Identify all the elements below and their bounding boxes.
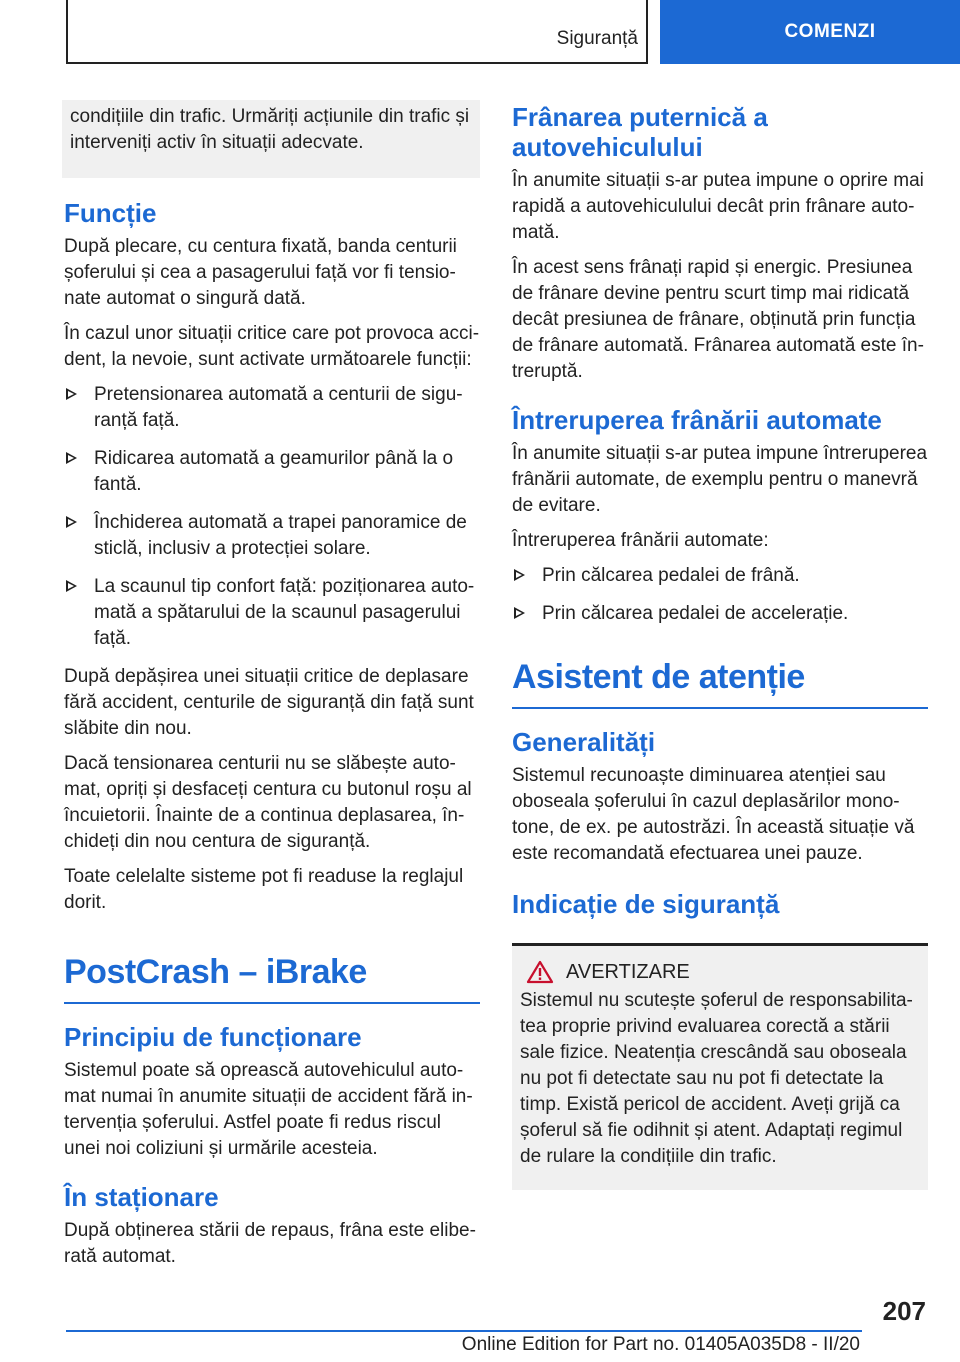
functie-paragraph-3: După depășirea unei situații critice de deplasare fără accident, centurile de siguranță din față sunt slăbite din nou. [64, 666, 474, 739]
warning-triangle-icon [526, 960, 554, 984]
functie-paragraph-1: După plecare, cu centura fixată, banda centurii șoferului și cea a pasagerului față vor fi tensionate automat o singură dată. [64, 236, 457, 309]
left-column [64, 100, 480, 1279]
heading-indicatie: Indicație de siguranță [512, 889, 780, 919]
functie-paragraph-5: Toate celelalte sisteme pot fi readuse la reglajul dorit. [64, 866, 464, 913]
right-column [512, 100, 928, 1190]
intrerupere-list [512, 563, 928, 627]
list-item-text: Ridicarea automată a geamurilor până la o fantă. [94, 448, 454, 495]
header-rule-right [646, 0, 648, 64]
list-item-text: Prin călcarea pedalei de frână. [542, 565, 800, 586]
warning-header [520, 960, 920, 984]
list-item [64, 510, 480, 562]
triangle-bullet-icon [66, 388, 77, 400]
list-item [64, 382, 480, 434]
heading-franare: Frânarea puternică a autovehiculului [512, 102, 768, 162]
footer-edition: Online Edition for Part no. 01405A035D8 - II/20 [461, 1334, 860, 1355]
page-number: 207 [882, 1296, 926, 1326]
heading-postcrash: PostCrash – iBrake [64, 952, 480, 1004]
triangle-bullet-icon [66, 452, 77, 464]
heading-generalitati: Generalități [512, 727, 656, 757]
warning-box [512, 943, 928, 1190]
intro-box [62, 100, 480, 178]
warning-text: Sistemul nu scutește șoferul de responsabilitatea proprie privind evaluarea corectă a stării sale fizice. Neatenția crescândă sau oboseala nu pot fi detectate sau nu pot fi detectate la timp. Există pericol de accident. Aveți grijă ca șoferul să fie odihnit și atent. Adaptați regimul de rulare la condițiile din trafic. [520, 990, 913, 1167]
list-item [512, 601, 928, 627]
warning-label: AVERTIZARE [566, 960, 690, 983]
heading-principiu: Principiu de funcționare [64, 1022, 362, 1052]
heading-stationare: În staționare [64, 1182, 219, 1212]
list-item [64, 446, 480, 498]
list-item-text: Pretensionarea automată a centurii de siguranță față. [94, 384, 463, 431]
functie-list [64, 382, 480, 652]
triangle-bullet-icon [66, 580, 77, 592]
heading-asistent: Asistent de atenție [512, 657, 928, 709]
list-item-text: Prin călcarea pedalei de accelerație. [542, 603, 849, 624]
intrerupere-paragraph-2: Întreruperea frânării automate: [512, 530, 769, 551]
intrerupere-paragraph-1: În anumite situații s-ar putea impune întreruperea frânării automate, de exemplu pentru o manevră de evitare. [512, 443, 928, 516]
triangle-bullet-icon [66, 516, 77, 528]
header-section-title: Siguranță [556, 28, 638, 49]
list-item [64, 574, 480, 652]
triangle-bullet-icon [514, 569, 525, 581]
header-tab-comenzi[interactable] [660, 0, 960, 64]
footer-rule [66, 1330, 862, 1332]
intro-text: condițiile din trafic. Urmăriți acțiunile din trafic și interveniți activ în situații adecvate. [70, 106, 470, 153]
header-tab-label: COMENZI [784, 21, 876, 42]
functie-paragraph-4: Dacă tensionarea centurii nu se slăbește automat, opriți și desfaceți centura cu butonul roșu al încuietorii. Înainte de a continua deplasarea, închideți din nou centura de siguranță. [64, 753, 472, 852]
franare-paragraph-2: În acest sens frânați rapid și energic. Presiunea de frânare devine pentru scurt timp mai ridicată decât presiunea de frânare, obținută prin funcția de frânare automată. Frânarea automată este întreruptă. [512, 257, 924, 382]
list-item [512, 563, 928, 589]
triangle-bullet-icon [514, 607, 525, 619]
header-rule-bottom [66, 62, 648, 64]
heading-functie: Funcție [64, 198, 157, 228]
header-rule-left [66, 0, 68, 64]
functie-paragraph-2: În cazul unor situații critice care pot provoca accident, la nevoie, sunt activate următoarele funcții: [64, 323, 480, 370]
franare-paragraph-1: În anumite situații s-ar putea impune o oprire mai rapidă a autovehiculului decât prin frânare automată. [512, 170, 924, 243]
list-item-text: La scaunul tip confort față: poziționarea automată a spătarului de la scaunul pasagerului față. [94, 576, 475, 649]
stationare-paragraph: După obținerea stării de repaus, frâna este eliberată automat. [64, 1220, 476, 1267]
generalitati-paragraph: Sistemul recunoaște diminuarea atenției sau oboseala șoferului în cazul deplasărilor monotone, de ex. pe autostrăzi. În această situație vă este recomandată efectuarea unei pauze. [512, 765, 915, 864]
list-item-text: Închiderea automată a trapei panoramice de sticlă, inclusiv a protecției solare. [94, 512, 467, 559]
principiu-paragraph: Sistemul poate să oprească autovehiculul automat numai în anumite situații de accident fără intervenția șoferului. Astfel poate fi redus riscul unei noi coliziuni și urmările acesteia. [64, 1060, 473, 1159]
heading-intrerupere: Întreruperea frânării automate [512, 405, 882, 435]
